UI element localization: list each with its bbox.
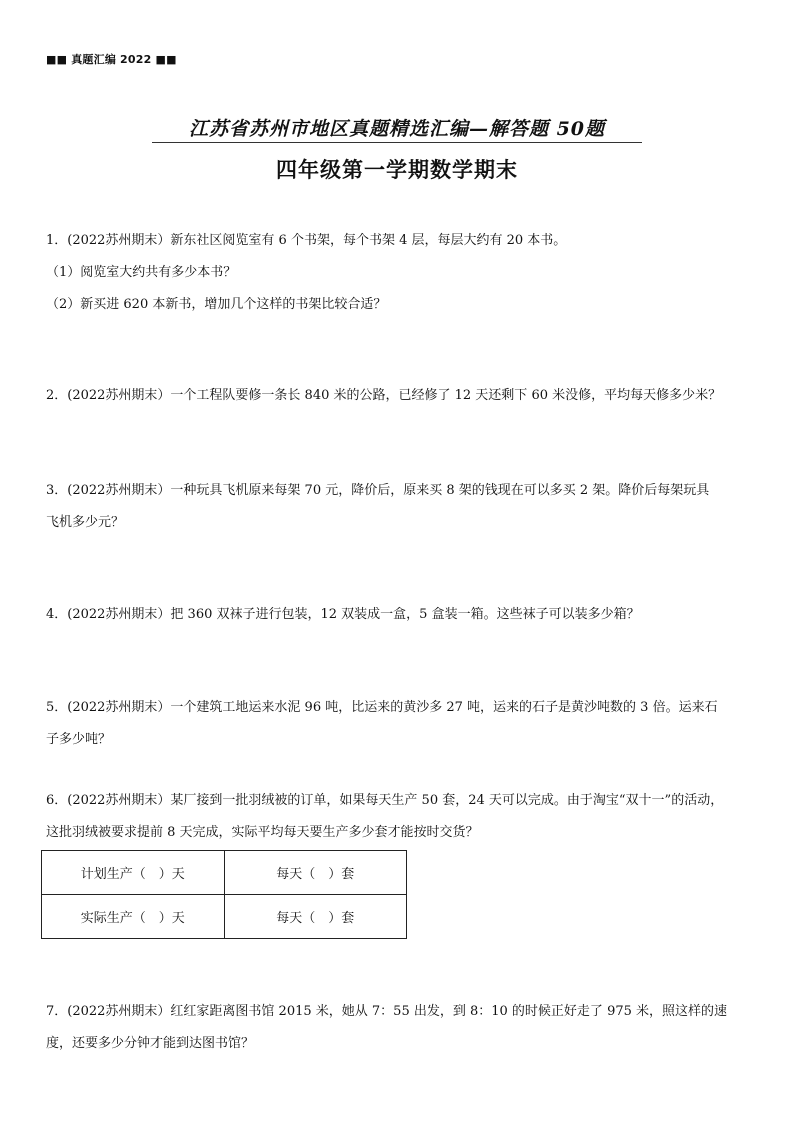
table-cell: 计划生产（ ）天 (42, 851, 225, 895)
question-line: 4．(2022苏州期末）把 360 双袜子进行包装，12 双装成一盒，5 盒装一箱。这些袜子可以装多少箱？ (46, 607, 640, 622)
page-subtitle: 四年级第一学期数学期末 (276, 157, 518, 182)
question-line: 6．(2022苏州期末）某厂接到一批羽绒被的订单，如果每天生产 50 套，24 天可以完成。由于淘宝“双十一”的活动， (46, 793, 724, 808)
question-line: （2）新买进 620 本新书，增加几个这样的书架比较合适？ (46, 297, 387, 312)
question-7 (46, 996, 756, 1060)
question-4 (46, 599, 756, 631)
table-row (42, 895, 407, 939)
question-line: 子多少吨？ (46, 732, 112, 747)
table-row (42, 851, 407, 895)
table-cell: 实际生产（ ）天 (42, 895, 225, 939)
page-title: 江苏省苏州市地区真题精选汇编—解答题 50题 (188, 118, 606, 140)
question-line: （1）阅览室大约共有多少本书？ (46, 265, 237, 280)
question-line: 2．(2022苏州期末）一个工程队要修一条长 840 米的公路，已经修了 12 天还剩下 60 米没修，平均每天修多少米？ (46, 388, 722, 403)
question-5 (46, 692, 756, 756)
question-line: 飞机多少元？ (46, 515, 125, 530)
question-3 (46, 475, 756, 539)
table-cell: 每天（ ）套 (224, 895, 407, 939)
question-line: 这批羽绒被要求提前 8 天完成，实际平均每天要生产多少套才能按时交货？ (46, 825, 479, 840)
question-line: 3．(2022苏州期末）一种玩具飞机原来每架 70 元，降价后，原来买 8 架的钱现在可以多买 2 架。降价后每架玩具 (46, 483, 710, 498)
question-1 (46, 225, 756, 321)
question-line: 1．(2022苏州期末）新东社区阅览室有 6 个书架，每个书架 4 层，每层大约有 20 本书。 (46, 233, 567, 248)
question-line: 5．(2022苏州期末）一个建筑工地运来水泥 96 吨，比运来的黄沙多 27 吨，运来的石子是黄沙吨数的 3 倍。运来石 (46, 700, 718, 715)
title-block (152, 114, 642, 143)
plan-table (41, 850, 407, 939)
question-line: 度，还要多少分钟才能到达图书馆？ (46, 1036, 255, 1051)
question-line: 7．(2022苏州期末）红红家距离图书馆 2015 米，她从 7：55 出发，到 8：10 的时候正好走了 975 米，照这样的速 (46, 1004, 728, 1019)
header-tag: ■■ 真题汇编 2022 ■■ (46, 53, 177, 66)
question-6 (46, 785, 756, 849)
question-2 (46, 380, 756, 412)
table-cell: 每天（ ）套 (224, 851, 407, 895)
